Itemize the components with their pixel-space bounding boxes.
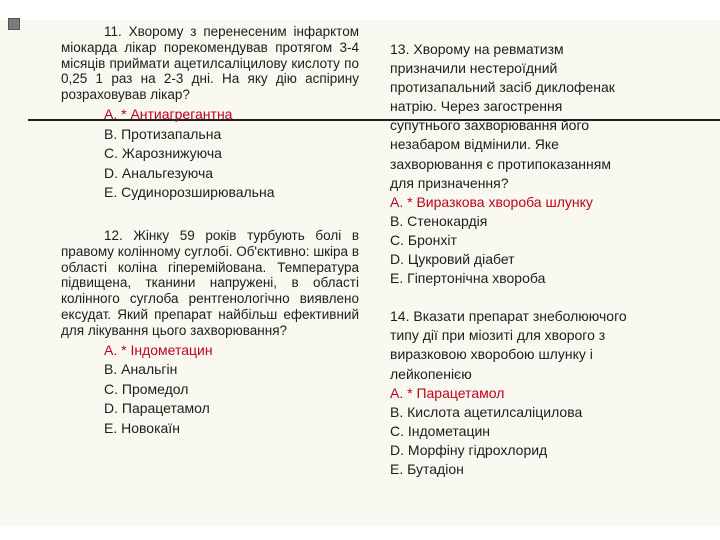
- question-text-line: для призначення?: [390, 174, 509, 191]
- answer-option: Е. Судинорозширювальна: [104, 184, 275, 201]
- question-text-line: лейкопенією: [390, 365, 472, 382]
- question-12-options: [61, 341, 359, 439]
- answer-option: В. Кислота ацетилсаліцилова: [390, 403, 583, 420]
- answer-option: В. Протизапальна: [104, 125, 222, 142]
- right-column: [390, 40, 690, 479]
- answer-option-correct: А. * Антиагрегантна: [104, 105, 233, 122]
- question-text-line: супутнього захворювання його: [390, 117, 590, 134]
- question-text-line: виразковою хворобою шлунку і: [390, 346, 593, 363]
- slide-top-border: [0, 0, 720, 20]
- question-text-line: натрію. Через загострення: [390, 98, 563, 115]
- answer-option: С. Жарознижуюча: [104, 145, 222, 162]
- slide-bottom-border: [0, 526, 720, 540]
- answer-option: В. Стенокардія: [390, 212, 488, 229]
- answer-option-correct: А. * Парацетамол: [390, 384, 505, 401]
- question-text-line: захворювання є протипоказанням: [390, 155, 611, 172]
- question-13-options: [390, 193, 690, 288]
- question-12: [61, 228, 359, 439]
- left-column: [61, 24, 359, 439]
- question-11-options: [61, 105, 359, 203]
- answer-option: С. Індометацин: [390, 422, 491, 439]
- answer-option: В. Анальгін: [104, 361, 178, 378]
- question-text-line: 13. Хворому на ревматизм: [390, 41, 564, 57]
- answer-option: С. Бронхіт: [390, 231, 457, 248]
- question-14-text: [390, 307, 690, 383]
- answer-option: D. Морфіну гідрохлорид: [390, 441, 548, 458]
- question-text-line: 14. Вказати препарат знеболюючого: [390, 308, 627, 325]
- question-12-text: 12. Жінку 59 років турбують болі в правому колінному суглобі. Об'єктивно: шкіра в області коліна гіперемійована. Температура підвищена, тканини напружені, в області колінного суглоба рентгенологічно виявлено ексудат. Який препарат найбільш ефективний для лікування цього захворювання?: [61, 227, 359, 338]
- answer-option: D. Анальгезуюча: [104, 164, 214, 181]
- question-14-options: [390, 384, 690, 479]
- answer-option-correct: А. * Виразкова хвороба шлунку: [390, 193, 593, 210]
- question-text-line: призначили нестероїдний: [390, 60, 558, 77]
- question-13-text: [390, 40, 690, 193]
- question-14: [390, 307, 690, 479]
- answer-option: D. Парацетамол: [104, 400, 210, 417]
- question-11: [61, 24, 359, 203]
- question-13: [390, 40, 690, 288]
- answer-option: D. Цукровий діабет: [390, 251, 515, 268]
- answer-option: С. Промедол: [104, 380, 189, 397]
- square-bullet-icon: [8, 18, 20, 30]
- answer-option: Е. Гіпертонічна хвороба: [390, 270, 546, 287]
- answer-option-correct: А. * Індометацин: [104, 341, 213, 358]
- question-text-line: протизапальний засіб диклофенак: [390, 79, 615, 96]
- question-text-line: незабаром відмінили. Яке: [390, 136, 559, 153]
- answer-option: Е. Бутадіон: [390, 460, 464, 477]
- answer-option: Е. Новокаїн: [104, 419, 180, 436]
- question-text-line: типу дії при міозиті для хворого з: [390, 327, 606, 344]
- question-11-text: 11. Хворому з перенесеним інфарктом міокарда лікар порекомендував протягом 3-4 місяців приймати ацетилсаліцилову кислоту по 0,25 1 раз на 2-3 дні. На яку дію аспірину розраховував лікар?: [61, 24, 359, 103]
